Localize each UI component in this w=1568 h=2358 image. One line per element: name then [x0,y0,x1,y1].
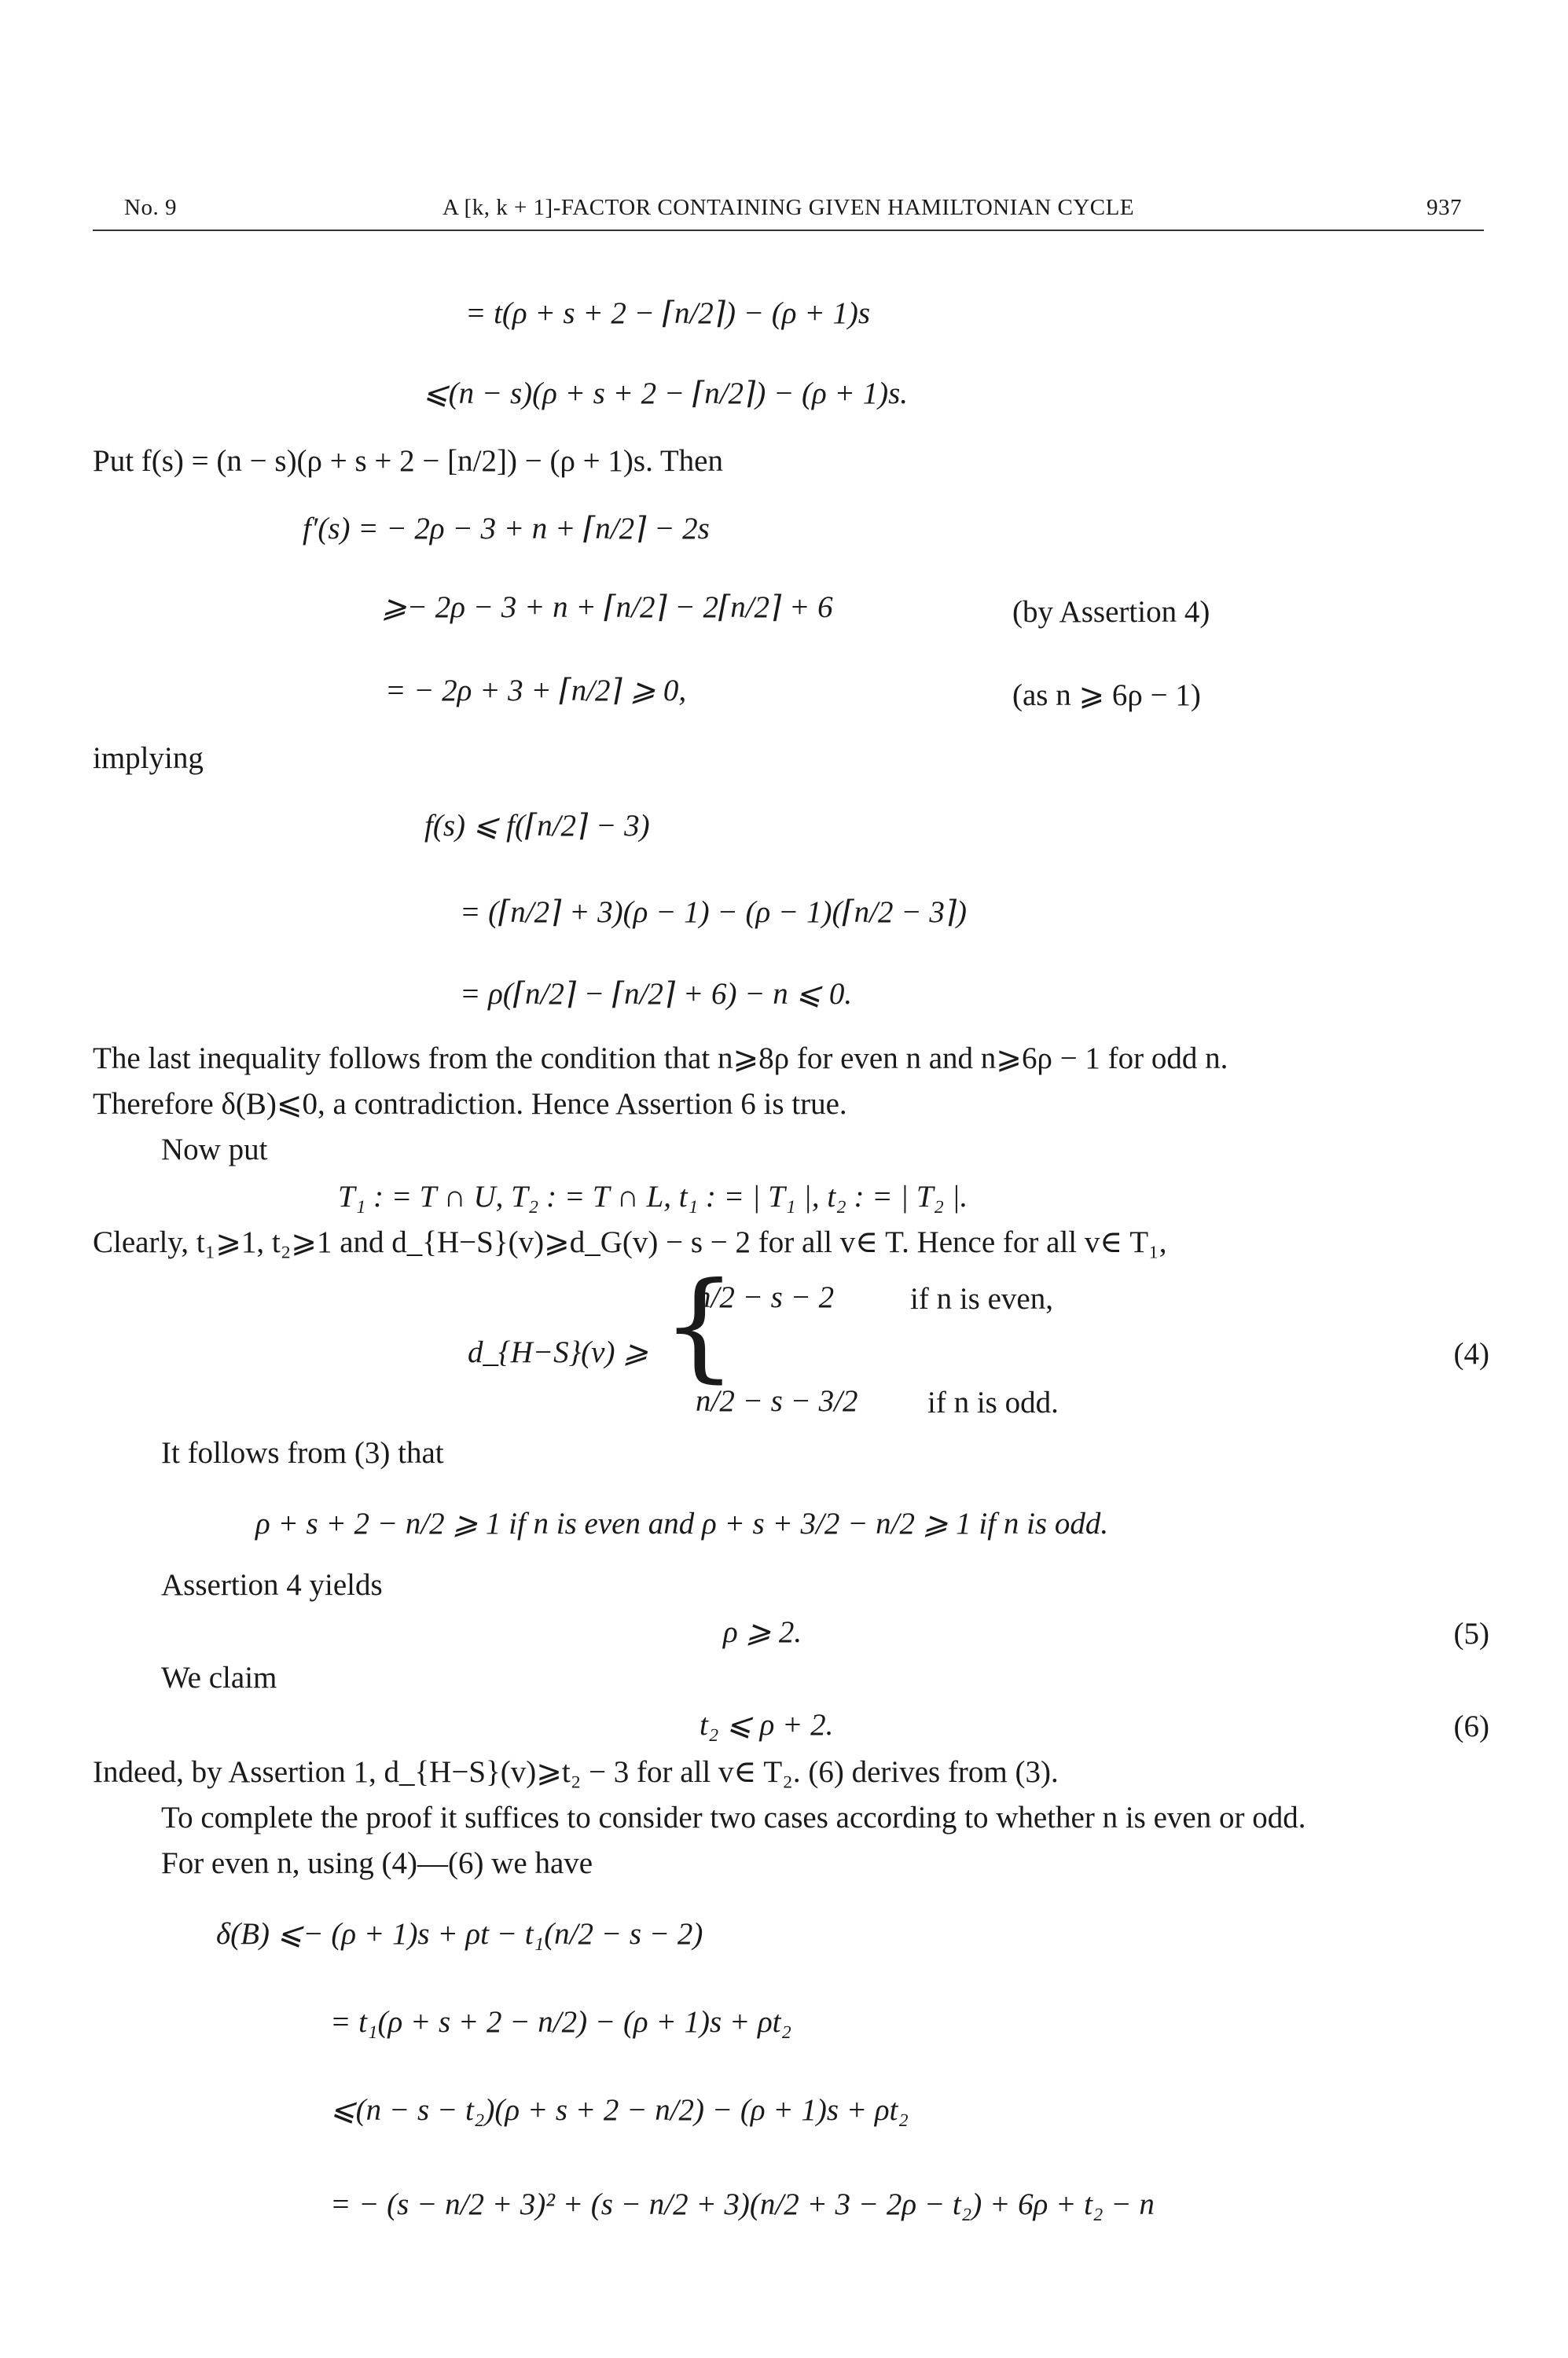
text-line: Therefore δ(B)⩽0, a contradiction. Hence Assertion 6 is true. [93,1087,847,1121]
equation-line: f′(s) = − 2ρ − 3 + n + ⌈n/2⌉ − 2s [303,512,710,545]
equation-4-cond-odd: if n is odd. [927,1386,1059,1420]
text-line: It follows from (3) that [161,1436,444,1470]
journal-number: No. 9 [124,195,177,220]
text-line: Indeed, by Assertion 1, d_{H−S}(v)⩾t₂ − 3 for all v∈ T₂. (6) derives from (3). [93,1755,1059,1789]
text-line: To complete the proof it suffices to consider two cases according to whether n is even or odd. [161,1801,1306,1835]
text-line: implying [93,741,204,775]
equation-line: ⩽(n − s − t₂)(ρ + s + 2 − n/2) − (ρ + 1)s + ρt₂ [330,2093,909,2127]
text-line: Now put [161,1133,268,1166]
equation-comment: (by Assertion 4) [1012,595,1210,629]
equation-comment: (as n ⩾ 6ρ − 1) [1012,678,1201,712]
left-brace: { [662,1258,737,1394]
equation-4-cond-even: if n is even, [910,1282,1053,1316]
text-line: Clearly, t₁⩾1, t₂⩾1 and d_{H−S}(v)⩾d_G(v) − s − 2 for all v∈ T. Hence for all v∈ T₁, [93,1225,1167,1259]
equation-line: ρ + s + 2 − n/2 ⩾ 1 if n is even and ρ + s + 3/2 − n/2 ⩾ 1 if n is odd. [255,1507,1109,1541]
header-rule [93,230,1484,231]
text-line: For even n, using (4)—(6) we have [161,1846,593,1880]
equation-line: ⩽(n − s)(ρ + s + 2 − ⌈n/2⌉) − (ρ + 1)s. [423,376,908,410]
equation-4-lhs: d_{H−S}(v) ⩾ [468,1335,648,1369]
running-title: A [k, k + 1]-FACTOR CONTAINING GIVEN HAMILTONIAN CYCLE [442,195,1135,220]
equation-line: T₁ : = T ∩ U, T₂ : = T ∩ L, t₁ : = | T₁ |, t₂ : = | T₂ |. [338,1180,968,1214]
equation-line: = t(ρ + s + 2 − ⌈n/2⌉) − (ρ + 1)s [465,296,870,330]
text-line: Put f(s) = (n − s)(ρ + s + 2 − [n/2]) − (ρ + 1)s. Then [93,444,723,478]
equation-number: (5) [1453,1617,1489,1651]
text-line: Assertion 4 yields [161,1568,383,1602]
equation-line: = t₁(ρ + s + 2 − n/2) − (ρ + 1)s + ρt₂ [330,2005,792,2039]
equation-line: = − (s − n/2 + 3)² + (s − n/2 + 3)(n/2 + 3 − 2ρ − t₂) + 6ρ + t₂ − n [330,2187,1155,2221]
equation-line: = (⌈n/2⌉ + 3)(ρ − 1) − (ρ − 1)(⌈n/2 − 3⌉) [460,895,968,929]
equation-4-case-even: n/2 − s − 2 [696,1280,835,1314]
equation-number: (4) [1453,1337,1489,1371]
equation-line: δ(B) ⩽− (ρ + 1)s + ρt − t₁(n/2 − s − 2) [216,1917,703,1951]
equation-line: = − 2ρ + 3 + ⌈n/2⌉ ⩾ 0, [385,674,687,707]
text-line: The last inequality follows from the condition that n⩾8ρ for even n and n⩾6ρ − 1 for odd n. [93,1041,1228,1075]
equation-line: f(s) ⩽ f(⌈n/2⌉ − 3) [424,809,650,843]
equation-6: t₂ ⩽ ρ + 2. [700,1708,834,1742]
text-line: We claim [161,1661,277,1695]
running-header [93,195,1484,230]
equation-line: ⩾− 2ρ − 3 + n + ⌈n/2⌉ − 2⌈n/2⌉ + 6 [381,590,833,624]
equation-4-case-odd: n/2 − s − 3/2 [696,1384,858,1418]
equation-number: (6) [1453,1710,1489,1743]
equation-5: ρ ⩾ 2. [723,1615,802,1649]
equation-line: = ρ(⌈n/2⌉ − ⌈n/2⌉ + 6) − n ⩽ 0. [460,977,853,1011]
page-number: 937 [1427,195,1462,220]
